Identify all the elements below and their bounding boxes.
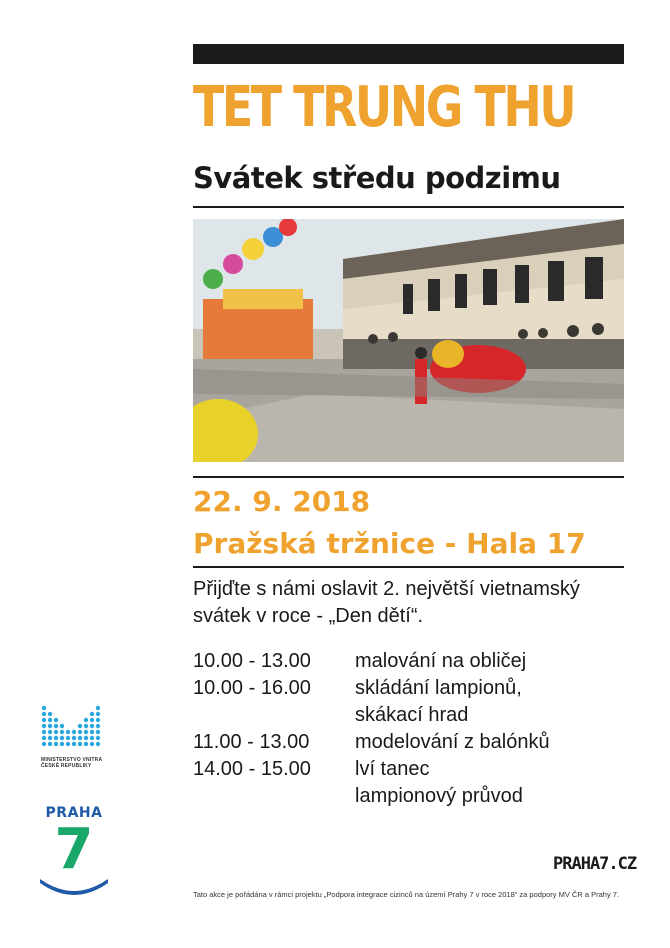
poster-title: TET TRUNG THU: [193, 75, 575, 140]
schedule-activity: lampionový průvod: [355, 785, 523, 807]
schedule-activity: modelování z balónků: [355, 731, 550, 753]
ministry-logo: [41, 705, 107, 769]
event-date: 22. 9. 2018: [193, 485, 371, 518]
praha-number: 7: [54, 817, 94, 882]
schedule-time: 14.00 - 15.00: [193, 758, 311, 780]
event-intro: [193, 576, 633, 630]
ministry-name: [41, 757, 107, 769]
divider: [193, 476, 624, 478]
website-url: PRAHA7.CZ: [553, 854, 637, 874]
schedule-row: [193, 783, 633, 810]
divider: [193, 566, 624, 568]
divider: [193, 206, 624, 208]
event-photo: [193, 219, 624, 462]
praha-arc-icon: [38, 877, 110, 895]
schedule-time: 11.00 - 13.00: [193, 731, 310, 753]
event-venue: Pražská tržnice - Hala 17: [193, 527, 586, 560]
schedule-activity: skládání lampionů,: [355, 677, 522, 699]
schedule-row: [193, 729, 633, 756]
praha7-logo: [38, 805, 110, 900]
intro-line: Přijďte s námi oslavit 2. největší vietnamský: [193, 578, 580, 600]
schedule-row: [193, 756, 633, 783]
schedule-row: [193, 675, 633, 702]
ministry-name-line: MINISTERSTVO VNITRA: [41, 757, 103, 763]
schedule-row: [193, 702, 633, 729]
poster-subtitle: Svátek středu podzimu: [193, 161, 561, 195]
ministry-dots-icon: [41, 705, 103, 749]
schedule-row: [193, 648, 633, 675]
praha-word: PRAHA: [45, 805, 103, 821]
schedule-time: 10.00 - 16.00: [193, 677, 311, 699]
schedule: [193, 648, 633, 810]
ministry-name-line: ČESKÉ REPUBLIKY: [41, 763, 92, 769]
schedule-activity: lví tanec: [355, 758, 430, 780]
schedule-activity: malování na obličej: [355, 650, 527, 672]
schedule-time: 10.00 - 13.00: [193, 650, 311, 672]
intro-line: svátek v roce - „Den dětí“.: [193, 605, 424, 627]
schedule-activity: skákací hrad: [355, 704, 469, 726]
footer-note: Tato akce je pořádána v rámci projektu „Podpora integrace cizinců na území Prahy 7 v roce 2018“ za podpory MV ČR a Prahy 7.: [193, 890, 620, 899]
top-black-bar: [193, 44, 624, 64]
